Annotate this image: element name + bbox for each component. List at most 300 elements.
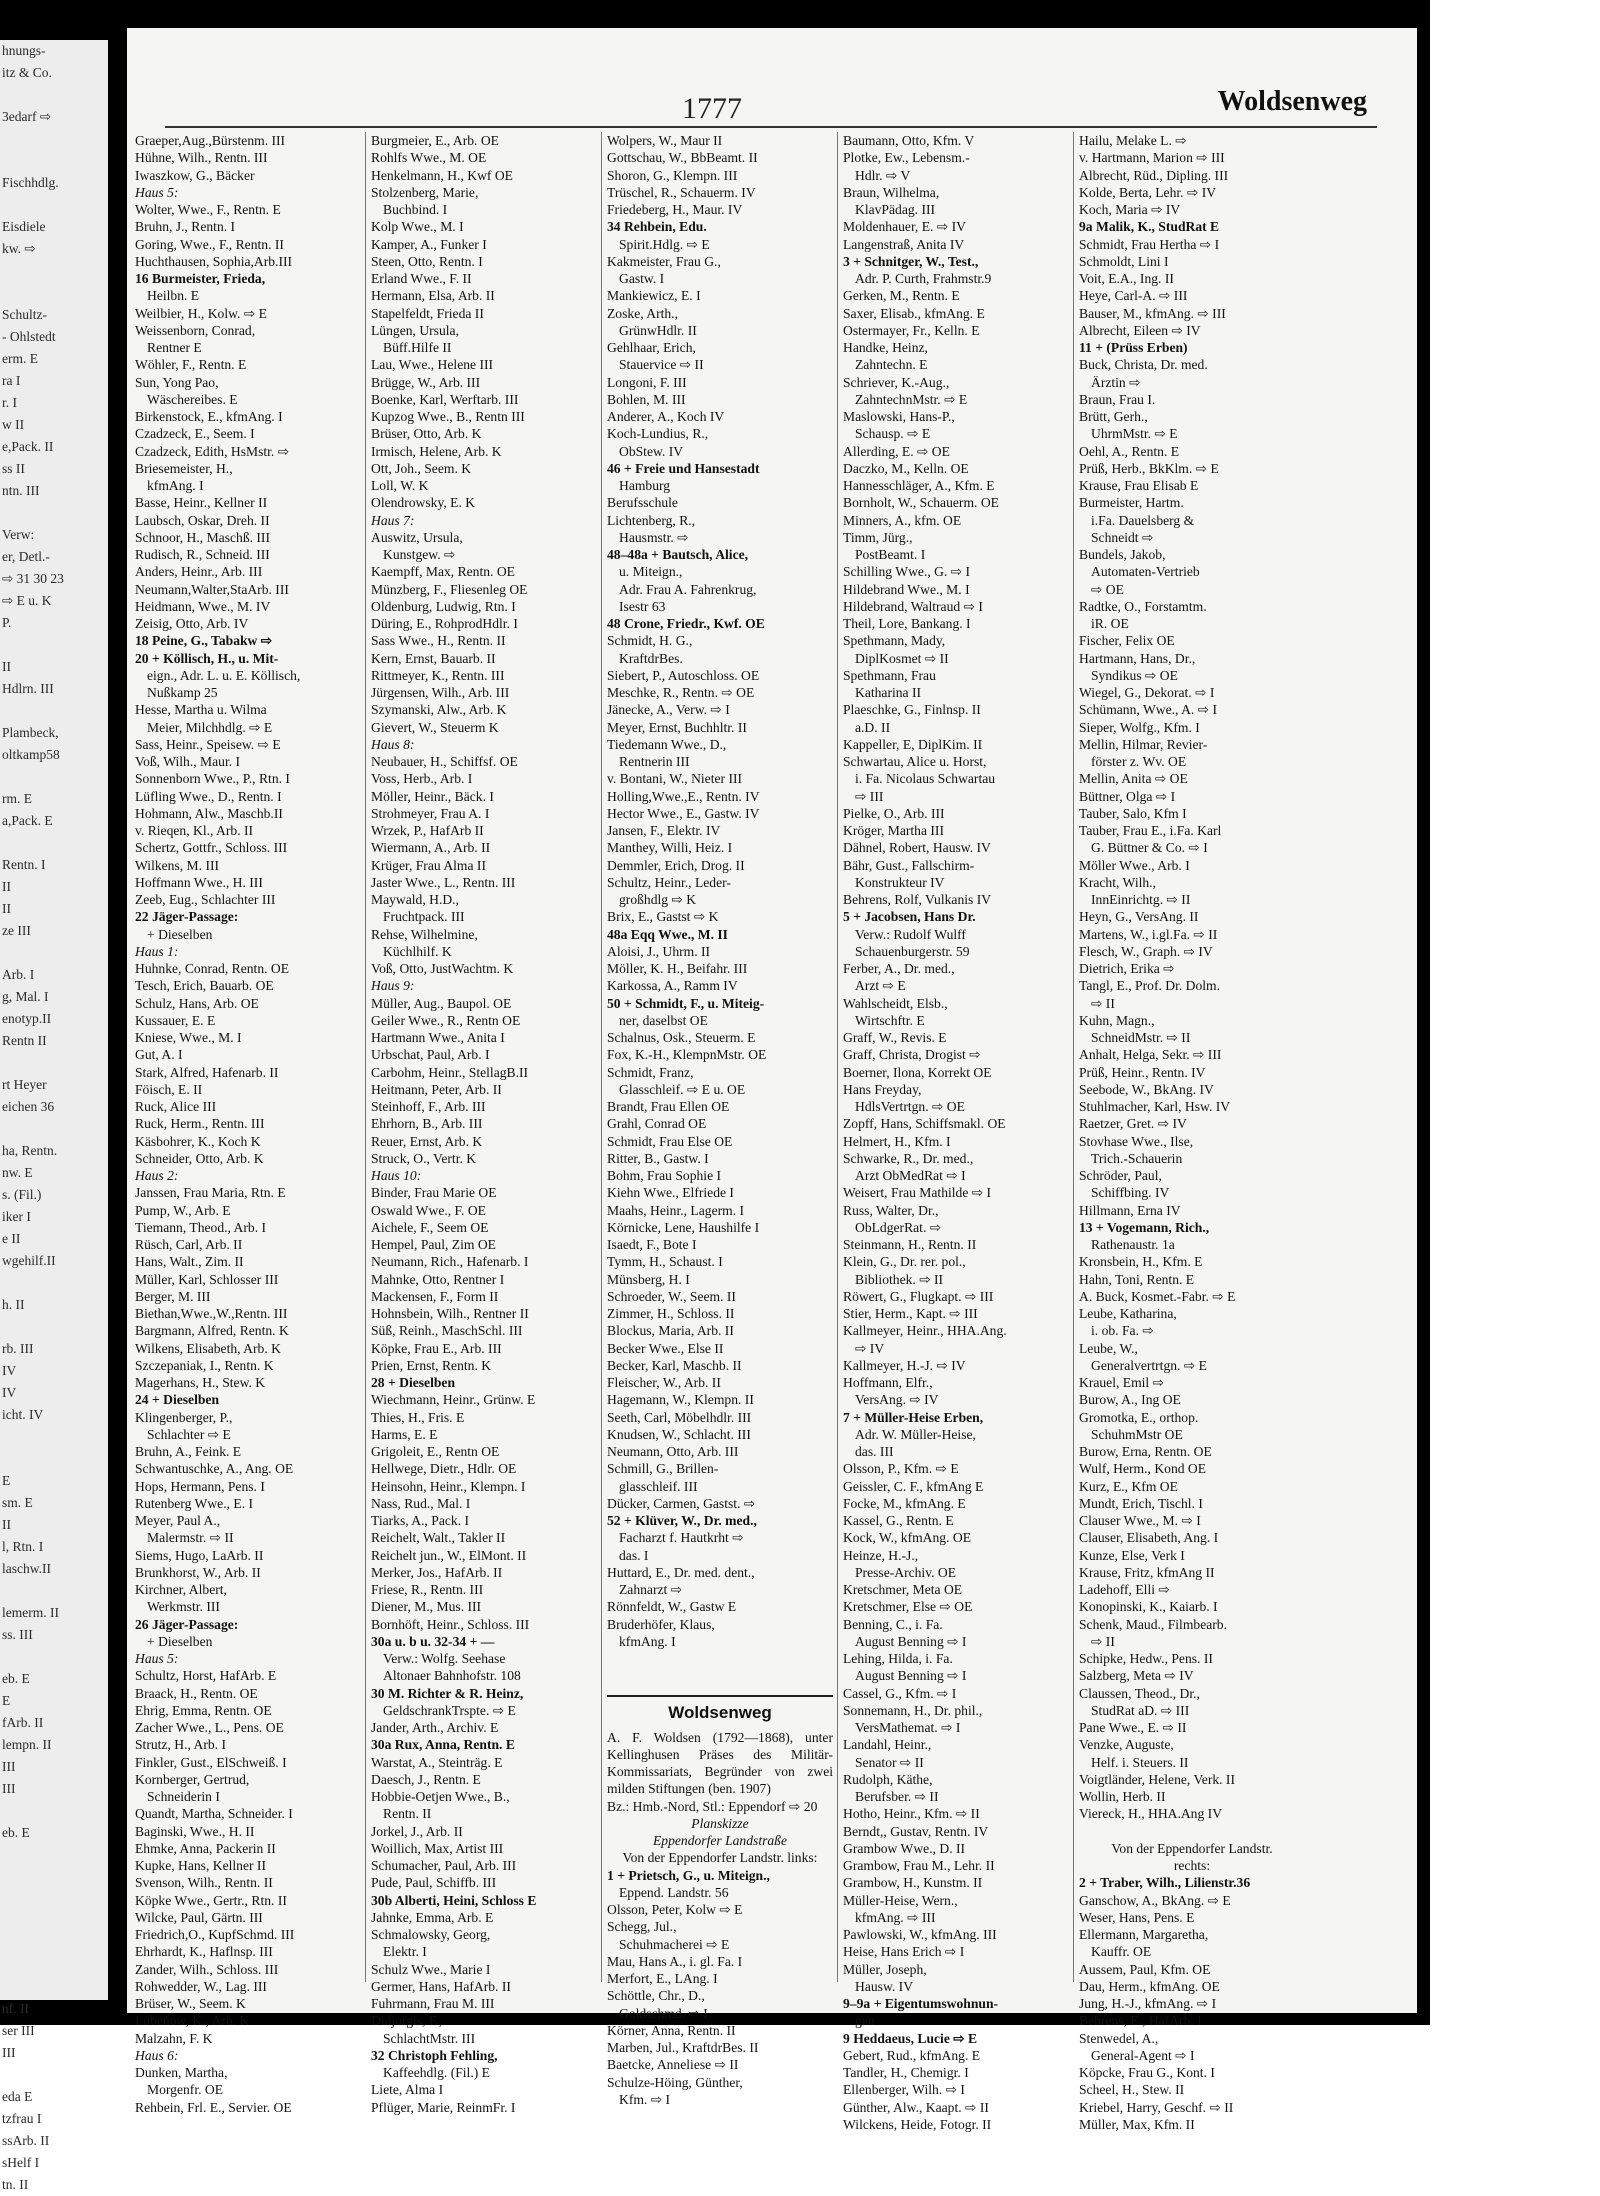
woldsenweg-entries (607, 1867, 833, 2109)
resident-entry: Tangl, E., Prof. Dr. Dolm. (1079, 978, 1221, 994)
resident-entry: Hdlr. ⇨ V (855, 167, 911, 183)
resident-entry: Kniese, Wwe., M. I (135, 1030, 242, 1045)
resident-entry: Szczepaniak, I., Rentn. K (135, 1357, 274, 1373)
resident-entry: Daczko, M., Kelln. OE (843, 460, 969, 476)
page-number: 1777 (682, 92, 742, 125)
resident-entry: Wollin, Herb. II (1079, 1789, 1166, 1804)
left-page-line: III (2, 1781, 16, 1796)
resident-entry: August Benning ⇨ I (855, 1668, 967, 1684)
house-number-entry: 34 Rehbein, Edu. (607, 219, 707, 235)
resident-entry: Prüß, Herb., BkKlm. ⇨ E (1079, 460, 1219, 476)
resident-entry: Brunkhorst, W., Arb. II (135, 1564, 261, 1580)
woldsenweg-section (607, 1695, 833, 2109)
resident-entry (607, 1667, 833, 1684)
resident-entry: Konopinski, K., Kaiarb. I (1079, 1599, 1218, 1615)
resident-entry: Jänecke, A., Verw. ⇨ I (607, 702, 730, 718)
resident-entry: Bruhn, J., Rentn. I (135, 219, 236, 235)
resident-entry: ObStew. IV (619, 443, 684, 459)
resident-entry: VersAng. ⇨ IV (855, 1392, 939, 1408)
left-page-line: iker I (2, 1209, 31, 1224)
resident-entry: Adr. W. Müller-Heise, (855, 1426, 976, 1442)
resident-entry: Baetcke, Anneliese ⇨ II (607, 2057, 739, 2073)
resident-entry: UhrmMstr. ⇨ E (1091, 426, 1178, 442)
resident-entry: Schmidt, H. G., (607, 633, 693, 649)
resident-entry: Kurz, E., Kfm OE (1079, 1478, 1178, 1494)
resident-entry: Steinhoff, F., Arb. III (371, 1099, 486, 1114)
resident-entry: Daesch, J., Rentn. E (371, 1771, 481, 1787)
resident-entry: Gottschau, W., BbBeamt. II (607, 150, 758, 166)
resident-entry: Spethmann, Frau (843, 667, 936, 683)
resident-entry: Boenke, Karl, Werftarb. III (371, 391, 519, 407)
resident-entry: Auswitz, Ursula, (371, 529, 463, 545)
resident-entry: Ferber, A., Dr. med., (843, 961, 955, 976)
resident-entry: Goring, Wwe., F., Rentn. II (135, 236, 284, 252)
resident-entry: Seeth, Carl, Möbelhdlr. III (607, 1409, 752, 1425)
resident-entry: ⇨ OE (1091, 581, 1124, 597)
resident-entry: Senator ⇨ II (855, 1754, 924, 1770)
resident-entry: Stuhlmacher, Karl, Hsw. IV (1079, 1099, 1231, 1114)
resident-entry: Prien, Ernst, Rentn. K (371, 1357, 492, 1373)
resident-entry: Irmisch, Helene, Arb. K (371, 443, 502, 459)
resident-entry: Kallmeyer, Heinr., HHA.Ang. (843, 1323, 1007, 1339)
left-page-line (0, 1954, 108, 1976)
resident-entry: Huttard, E., Dr. med. dent., (607, 1564, 755, 1580)
resident-entry: Ritter, B., Gastw. I (607, 1150, 709, 1166)
resident-entry: Hesse, Martha u. Wilma (135, 702, 267, 718)
left-page-line (0, 2064, 108, 2086)
resident-entry: Ganschow, A., BkAng. ⇨ E (1079, 1892, 1231, 1908)
resident-entry: Bauser, M., kfmAng. ⇨ III (1079, 305, 1226, 321)
resident-entry: Nußkamp 25 (147, 685, 218, 700)
left-page-line: ss II (2, 461, 25, 476)
resident-entry: Demmler, Erich, Drog. II (607, 857, 745, 873)
resident-entry: Jaster Wwe., L., Rentn. III (371, 874, 516, 890)
left-page-line (0, 1866, 108, 1888)
resident-entry: Graff, Christa, Drogist ⇨ (843, 1047, 981, 1063)
resident-entry: Schauenburgerstr. 59 (855, 943, 970, 959)
resident-entry: Briesemeister, H., (135, 460, 233, 476)
resident-entry: Tauber, Frau E., i.Fa. Karl (1079, 823, 1222, 838)
resident-entry: Hohnsbein, Wilh., Rentner II (371, 1306, 529, 1321)
resident-entry: Timm, Jürg., (843, 529, 913, 545)
resident-entry: Altonaer Bahnhofstr. 108 (383, 1668, 521, 1684)
resident-entry: Wilckens, Heide, Fotogr. II (843, 2116, 992, 2132)
plan-street: Eppendorfer Landstraße (652, 1833, 788, 1848)
resident-entry: Schnoor, H., Maschß. III (135, 529, 270, 545)
resident-entry: Grambow, Frau M., Lehr. II (843, 1858, 995, 1873)
resident-entry: Maslowski, Hans-P., (843, 409, 955, 424)
resident-entry: Münzberg, F., Fliesenleg OE (371, 581, 528, 597)
resident-entry: Landahl, Heinr., (843, 1737, 932, 1753)
resident-entry: Zahntechn. E (855, 357, 928, 373)
resident-entry: August Benning ⇨ I (855, 1633, 967, 1649)
resident-entry: Boerner, Ilona, Korrekt OE (843, 1064, 992, 1080)
resident-entry: Bähr, Gust., Fallschirm- (843, 857, 975, 873)
left-page-line: er, Detl.- (2, 549, 50, 564)
resident-entry: Ellenberger, Wilh. ⇨ I (843, 2082, 965, 2098)
resident-entry: Heinze, H.-J., (843, 1547, 919, 1563)
left-page-line: Fischhdlg. (2, 175, 59, 190)
resident-entry: Buck, Christa, Dr. med. (1079, 357, 1208, 373)
resident-entry: Köpke Wwe., Gertr., Rtn. II (135, 1892, 287, 1908)
resident-entry: Schulze-Höing, Günther, (607, 2074, 743, 2090)
resident-entry: Müller, Joseph, (843, 1961, 927, 1977)
resident-entry: Kussauer, E. E (135, 1012, 216, 1028)
left-page-line (0, 942, 108, 964)
resident-entry: Käsbohrer, K., Koch K (135, 1133, 261, 1149)
resident-entry: Rudolph, Käthe, (843, 1771, 933, 1787)
resident-entry: Ott, Joh., Seem. K (371, 460, 472, 476)
resident-entry: Adr. P. Curth, Frahmstr.9 (855, 271, 992, 286)
left-page-line (0, 1316, 108, 1338)
resident-entry: Graff, W., Revis. E (843, 1030, 947, 1045)
resident-entry: Sonnenborn Wwe., P., Rtn. I (135, 771, 290, 787)
resident-entry: Rentn. II (383, 1806, 432, 1822)
resident-entry: Müller, Karl, Schlosser III (135, 1271, 279, 1287)
resident-entry: Graeper,Aug.,Bürstenm. III (135, 133, 286, 148)
resident-entry: Hausmstr. ⇨ (619, 529, 689, 545)
resident-entry: Schulz Wwe., Marie I (371, 1961, 491, 1977)
resident-entry: Malermstr. ⇨ II (147, 1530, 234, 1546)
resident-entry: Hamburg (619, 478, 671, 493)
resident-entry: A. Buck, Kosmet.-Fabr. ⇨ E (1079, 1288, 1236, 1304)
resident-entry: Plaeschke, G., Finlnsp. II (843, 702, 981, 718)
resident-entry: Schmidt, Franz, (607, 1064, 694, 1080)
resident-entry: Schuhmacherei ⇨ E (619, 1936, 730, 1952)
resident-entry: Minners, A., kfm. OE (843, 512, 962, 528)
left-page-line: r. I (2, 395, 17, 410)
left-page-line (0, 150, 108, 172)
resident-entry: Kfm. ⇨ I (619, 2091, 671, 2107)
resident-entry: PostBeamt. I (855, 547, 926, 562)
resident-entry: Hühne, Wilh., Rentn. III (135, 150, 268, 166)
resident-entry: v. Rieqen, Kl., Arb. II (135, 823, 254, 838)
resident-entry: Schegg, Jul., (607, 1919, 677, 1935)
resident-entry: Schlachter ⇨ E (147, 1426, 231, 1442)
house-heading: Haus 5: (135, 184, 179, 200)
resident-entry: Isestr 63 (619, 598, 666, 614)
resident-entry: Dau, Herm., kfmAng. OE (1079, 1978, 1220, 1994)
resident-entry: Carbohm, Heinr., StellagB.II (371, 1064, 529, 1080)
resident-entry: Venzke, Auguste, (1079, 1737, 1174, 1753)
resident-entry: Möller, Heinr., Bäck. I (371, 788, 494, 804)
resident-entry: Münsberg, H. I (607, 1271, 690, 1287)
left-page-line: Verw: (2, 527, 35, 542)
resident-entry: Prüß, Heinr., Rentn. IV (1079, 1064, 1206, 1080)
resident-entry: ZahntechnMstr. ⇨ E (855, 391, 968, 407)
left-page-line (0, 1580, 108, 1602)
resident-entry: Kolp Wwe., M. I (371, 219, 464, 235)
resident-entry: Biethan,Wwe.,W.,Rentn. III (135, 1306, 288, 1321)
resident-entry: Generalvertrtgn. ⇨ E (1091, 1357, 1207, 1373)
resident-entry: Zacher Wwe., L., Pens. OE (135, 1720, 284, 1735)
left-page-line: erm. E (2, 351, 38, 366)
resident-entry: Lüfling Wwe., D., Rentn. I (135, 788, 282, 804)
resident-entry: Kunze, Else, Verk I (1079, 1547, 1185, 1563)
resident-entry: Heinsohn, Heinr., Klempn. I (371, 1478, 526, 1494)
resident-entry: Neumann,Walter,StaArb. III (135, 581, 289, 597)
resident-entry: Kakmeister, Frau G., (607, 253, 721, 269)
left-page-line: Eisdiele (2, 219, 46, 234)
resident-entry: Burmeister, Hartm. (1079, 495, 1184, 511)
resident-entry: Kronsbein, H., Kfm. E (1079, 1254, 1203, 1270)
left-page-line: eb. E (2, 1825, 30, 1840)
left-page-line: nw. E (2, 1165, 33, 1180)
column-divider (1073, 132, 1074, 1982)
resident-entry: Bibliothek. ⇨ II (855, 1271, 944, 1287)
column-1 (135, 132, 361, 2115)
resident-entry: Morgenfr. OE (147, 2082, 224, 2098)
left-page-line (0, 1910, 108, 1932)
resident-entry: Pane Wwe., E. ⇨ II (1079, 1720, 1187, 1735)
running-head: Woldsenweg (1217, 86, 1367, 117)
resident-entry: Günther, Alw., Kaapt. ⇨ II (843, 2099, 989, 2115)
resident-entry: Wiechmann, Heinr., Grünw. E (371, 1392, 536, 1408)
resident-entry: Stapelfeldt, Frieda II (371, 305, 484, 321)
resident-entry: Büttner, Olga ⇨ I (1079, 788, 1176, 804)
left-page-line (0, 766, 108, 788)
resident-entry: Von der Eppendorfer Landstr. (1111, 1840, 1273, 1856)
resident-entry: Berndt,, Gustav, Rentn. IV (843, 1823, 989, 1839)
left-page-line (0, 1932, 108, 1954)
left-page-line: Schultz- (2, 307, 47, 322)
left-page-line: II (2, 879, 11, 894)
house-number-entry: 24 + Dieselben (135, 1392, 220, 1408)
resident-entry: Goldschmd. ⇨ I (619, 2005, 708, 2021)
resident-entry: Struck, O., Vertr. K (371, 1150, 477, 1166)
resident-entry: Hannesschläger, A., Kfm. E (843, 478, 995, 493)
resident-entry: Automaten-Vertrieb (1091, 564, 1200, 580)
house-number-entry: 48 Crone, Friedr., Kwf. OE (607, 616, 765, 631)
resident-entry: Kauffr. OE (1091, 1944, 1152, 1960)
left-page-line: icht. IV (2, 1407, 44, 1422)
resident-entry: Gromotka, E., orthop. (1079, 1409, 1199, 1425)
resident-entry: Fruchtpack. III (383, 909, 465, 925)
resident-entry: Tauber, Salo, Kfm I (1079, 805, 1187, 821)
resident-entry: Müller-Heise, Wern., (843, 1892, 958, 1908)
resident-entry: Tiedemann Wwe., D., (607, 736, 727, 752)
house-number-entry: 48a Eqq Wwe., M. II (607, 926, 728, 942)
resident-entry: Rentner E (147, 340, 202, 355)
left-page-line: eda E (2, 2089, 33, 2104)
resident-entry: Ehmke, Anna, Packerin II (135, 1840, 276, 1856)
resident-entry: Mellin, Anita ⇨ OE (1079, 771, 1188, 787)
resident-entry: Jung, H.-J., kfmAng. ⇨ I (1079, 1996, 1217, 2011)
resident-entry: Saxer, Elisab., kfmAng. E (843, 305, 985, 321)
resident-entry: Henkelmann, H., Kwf OE (371, 167, 513, 183)
resident-entry: Wiegel, G., Dekorat. ⇨ I (1079, 685, 1215, 700)
resident-entry: Mankiewicz, E. I (607, 288, 701, 304)
resident-entry: Scheel, H., Stew. II (1079, 2082, 1185, 2098)
left-page-line (0, 84, 108, 106)
house-number-entry: 28 + Dieselben (371, 1375, 456, 1390)
left-page-line: 3edarf ⇨ (2, 109, 52, 124)
resident-entry: Düring, E., RohprodHdlr. I (371, 616, 518, 631)
left-page-line (0, 1272, 108, 1294)
resident-entry: Stenwedel, A., (1079, 2030, 1159, 2046)
resident-entry: Trich.-Schauerin (1091, 1150, 1183, 1166)
resident-entry: Allerding, E. ⇨ OE (843, 443, 950, 459)
resident-entry: Iwaszkow, G., Bäcker (135, 167, 255, 183)
resident-entry: Salzberg, Meta ⇨ IV (1079, 1668, 1194, 1684)
resident-entry: Rüsch, Carl, Arb. II (135, 1237, 243, 1252)
resident-entry: Kamper, A., Funker I (371, 236, 487, 252)
resident-entry: Siems, Hugo, LaArb. II (135, 1547, 264, 1563)
header-rule (165, 126, 1377, 128)
resident-entry: Körnicke, Lene, Haushilfe I (607, 1219, 760, 1235)
resident-entry: Kern, Ernst, Bauarb. II (371, 650, 496, 666)
resident-entry: Koch-Lundius, R., (607, 426, 709, 442)
resident-entry: Wrzek, P., HafArb II (371, 823, 484, 838)
resident-entry: Hellwege, Dietr., Hdlr. OE (371, 1461, 517, 1477)
resident-entry: förster z. Wv. OE (1091, 754, 1187, 769)
left-page-line: fArb. II (2, 1715, 44, 1730)
resident-entry: Zeisig, Otto, Arb. IV (135, 616, 249, 631)
resident-entry: Ellermann, Margaretha, (1079, 1927, 1209, 1942)
left-page-line (0, 1976, 108, 1998)
resident-entry: Huhnke, Conrad, Rentn. OE (135, 961, 290, 976)
resident-entry: i. Fa. Nicolaus Schwartau (855, 771, 996, 787)
resident-entry: Hermann, Elsa, Arb. II (371, 288, 495, 304)
resident-entry: Schultz, Horst, HafArb. E (135, 1668, 277, 1684)
resident-entry: SchneidMstr. ⇨ II (1091, 1030, 1191, 1045)
resident-entry: Mackensen, F., Form II (371, 1288, 499, 1304)
resident-entry: Sieper, Wolfg., Kfm. I (1079, 719, 1200, 735)
left-page-line (0, 1426, 108, 1448)
left-page-line: enotyp.II (2, 1011, 52, 1026)
resident-entry: Olendrowsky, E. K (371, 495, 476, 511)
resident-entry: Rohlfs Wwe., M. OE (371, 150, 487, 166)
left-page-line: Rentn II (2, 1033, 47, 1048)
resident-entry: Kretschmer, Meta OE (843, 1582, 963, 1597)
resident-entry: gen (855, 2013, 875, 2029)
column-5 (1079, 132, 1305, 2132)
resident-entry: InnEinrichtg. ⇨ II (1091, 892, 1191, 907)
resident-entry: Grahl, Conrad OE (607, 1116, 707, 1132)
resident-entry: Longoni, F. III (607, 374, 687, 390)
left-page-line (0, 700, 108, 722)
house-number-entry: 9a Malik, K., StudRat E (1079, 219, 1220, 235)
resident-entry: Föisch, E. II (135, 1081, 203, 1097)
house-number-entry: 3 + Schnitger, W., Test., (843, 253, 979, 269)
resident-entry: SchlachtMstr. III (383, 2030, 476, 2046)
resident-entry: u. Miteign., (619, 564, 683, 580)
resident-entry: Svenson, Wilh., Rentn. II (135, 1875, 273, 1891)
resident-entry: Meier, Milchhdlg. ⇨ E (147, 719, 273, 735)
left-page-line: a,Pack. E (2, 813, 53, 828)
resident-entry: Werkmstr. III (147, 1599, 220, 1615)
resident-entry: Merker, Jos., HafArb. II (371, 1564, 503, 1580)
resident-entry: Manthey, Willi, Heiz. I (607, 840, 733, 856)
left-page-line (0, 260, 108, 282)
resident-entry: Meyer, Ernst, Buchhltr. II (607, 719, 747, 735)
resident-entry: Schöttle, Chr., D., (607, 1988, 705, 2004)
house-number-entry: 50 + Schmidt, F., u. Miteig- (607, 995, 765, 1011)
resident-entry: Klein, G., Dr. rer. pol., (843, 1254, 966, 1270)
resident-entry: Szymanski, Alw., Arb. K (371, 702, 507, 718)
resident-entry: Moldenhauer, E. ⇨ IV (843, 219, 966, 235)
left-page-line: Arb. I (2, 967, 35, 982)
left-page-line: ser III (2, 2023, 35, 2038)
resident-entry: Grambow Wwe., D. II (843, 1840, 966, 1856)
resident-entry: Germer, Hans, HafArb. II (371, 1978, 511, 1994)
resident-entry: Röwert, G., Flugkapt. ⇨ III (843, 1288, 994, 1304)
house-number-entry: 2 + Traber, Wilh., Lilienstr.36 (1079, 1875, 1251, 1891)
resident-entry: Seebode, W., BkAng. IV (1079, 1081, 1214, 1097)
left-page-line: tn. II (2, 2177, 29, 2192)
left-page-line: sHelf I (2, 2155, 40, 2170)
resident-entry: Wiermann, A., Arb. II (371, 840, 491, 856)
resident-entry: Zahnarzt ⇨ (619, 1582, 683, 1597)
resident-entry: Mau, Hans A., i. gl. Fa. I (607, 1953, 743, 1969)
resident-entry: Spethmann, Mady, (843, 633, 946, 649)
resident-entry: Fischer, Felix OE (1079, 633, 1175, 649)
resident-entry: ⇨ II (1091, 1633, 1115, 1649)
column-divider (837, 132, 838, 1982)
resident-entry: Schröder, Paul, (1079, 1168, 1162, 1183)
left-page-line (0, 634, 108, 656)
left-page-line: lempn. II (2, 1737, 52, 1752)
resident-entry: Heitmann, Peter, Arb. II (371, 1081, 502, 1097)
resident-entry: Schmalowsky, Georg, (371, 1927, 491, 1942)
resident-entry: Weissenborn, Conrad, (135, 322, 256, 338)
resident-entry: Voit, E.A., Ing. II (1079, 271, 1174, 286)
resident-entry: Berger, M. III (135, 1288, 211, 1304)
resident-entry: Behrens, Rolf, Vulkanis IV (843, 892, 992, 907)
resident-entry: Warstat, A., Steinträg. E (371, 1754, 503, 1770)
resident-entry: Krauel, Emil ⇨ (1079, 1375, 1165, 1390)
resident-entry: Kolde, Berta, Lehr. ⇨ IV (1079, 184, 1217, 200)
resident-entry: Koch, Maria ⇨ IV (1079, 202, 1181, 217)
column-4 (843, 132, 1069, 2132)
resident-entry: Anderer, A., Koch IV (607, 409, 725, 424)
left-page-line: E (2, 1693, 11, 1708)
resident-entry: Oldenburg, Ludwig, Rtn. I (371, 598, 516, 614)
resident-entry: Siebert, P., Autoschloss. OE (607, 667, 760, 683)
resident-entry: Krause, Fritz, kfmAng II (1079, 1564, 1215, 1580)
resident-entry: Handke, Heinz, (843, 340, 928, 355)
resident-entry: Ehrhardt, K., Haflnsp. III (135, 1944, 273, 1960)
resident-entry: Wilkens, Elisabeth, Arb. K (135, 1340, 281, 1356)
resident-entry: Erland Wwe., F. II (371, 271, 472, 286)
resident-entry: Schipke, Hedw., Pens. II (1079, 1651, 1213, 1666)
resident-entry: Meyer, Paul A., (135, 1513, 221, 1528)
left-page-line: - Ohlstedt (2, 329, 56, 344)
resident-entry: Hailu, Melake L. ⇨ (1079, 133, 1187, 148)
resident-entry: Sass Wwe., H., Rentn. II (371, 633, 506, 649)
resident-entry: Friedrich,O., KupfSchmd. III (135, 1927, 295, 1942)
resident-entry: Lichtenberg, R., (607, 512, 696, 528)
directory-page (127, 28, 1417, 2132)
resident-entry: Arzt ⇨ E (855, 978, 906, 994)
left-page-line: II (2, 659, 11, 674)
resident-entry: Tymm, H., Schaust. I (607, 1254, 723, 1270)
resident-entry: Hans, Walt., Zim. II (135, 1254, 244, 1270)
left-page-line: sm. E (2, 1495, 33, 1510)
resident-entry: Stolzenberg, Marie, (371, 184, 479, 200)
resident-entry: Zander, Wilh., Schloss. III (135, 1961, 279, 1977)
resident-entry: Küchlhilf. K (383, 943, 452, 959)
resident-entry: großhdlg ⇨ K (619, 892, 697, 907)
left-page-line: rb. III (2, 1341, 34, 1356)
resident-entry: Jahnke, Emma, Arb. E (371, 1909, 494, 1925)
resident-entry: Helmert, H., Kfm. I (843, 1133, 951, 1149)
resident-entry: Didjurgis, F., (371, 2013, 443, 2029)
house-number-entry: 20 + Köllisch, H., u. Mit- (135, 650, 279, 666)
resident-entry: Schiffbing. IV (1091, 1185, 1170, 1201)
resident-entry: Bohm, Frau Sophie I (607, 1168, 722, 1183)
resident-entry: Lau, Wwe., Helene III (371, 357, 494, 373)
